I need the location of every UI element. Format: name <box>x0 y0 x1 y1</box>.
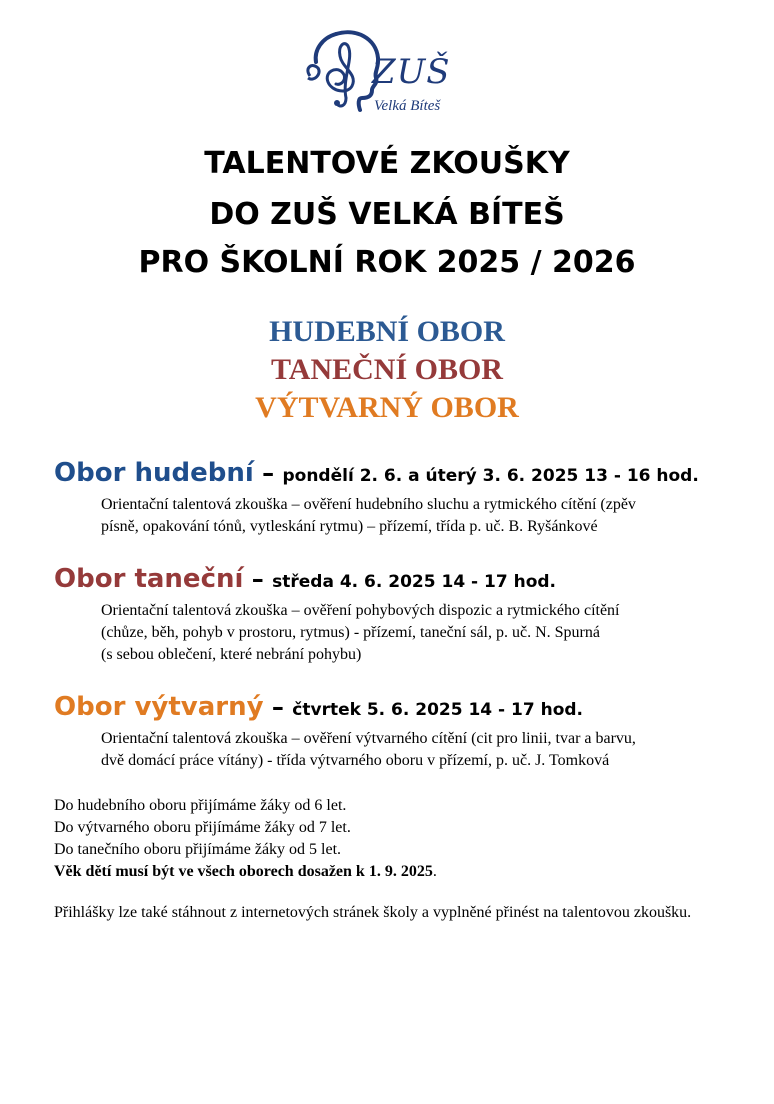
section-hudebni-name: Obor hudební <box>54 458 254 488</box>
desc-line: Orientační talentová zkouška – ověření hudebního sluchu a rytmického cítění (zpěv <box>101 496 636 513</box>
section-tanecni-description <box>101 600 741 666</box>
desc-line: Orientační talentová zkouška – ověření výtvarného cítění (cit pro linii, tvar a barvu, <box>101 730 636 747</box>
age-requirement-end: . <box>432 863 437 880</box>
title-line-3: PRO ŠKOLNÍ ROK 2025 / 2026 <box>138 245 636 280</box>
section-hudebni-date: pondělí 2. 6. a úterý 3. 6. 2025 13 - 16 hod. <box>282 466 699 486</box>
desc-line: písně, opakování tónů, vytleskání rytmu) – přízemí, třída p. uč. B. Ryšánkové <box>101 518 598 535</box>
title-line-1: TALENTOVÉ ZKOUŠKY <box>204 146 570 181</box>
info-line: Do tanečního oboru přijímáme žáky od 5 let. <box>54 841 342 858</box>
section-hudebni-header <box>54 458 699 488</box>
section-hudebni-description <box>101 494 741 538</box>
info-line: Do hudebního oboru přijímáme žáky od 6 let. <box>54 797 347 814</box>
age-requirement-bold: Věk dětí musí být ve všech oborech dosažen k 1. 9. 2025 <box>54 863 433 880</box>
desc-line: Orientační talentová zkouška – ověření pohybových dispozic a rytmického cítění <box>101 602 620 619</box>
desc-line: (s sebou oblečení, které nebrání pohybu) <box>101 646 362 663</box>
section-tanecni-header <box>54 564 556 594</box>
section-vytvarny-description <box>101 728 741 772</box>
obor-hudebni-heading: HUDEBNÍ OBOR <box>269 315 505 348</box>
footer-note: Přihlášky lze také stáhnout z internetových stránek školy a vyplněné přinést na talentovou zkoušku. <box>54 904 692 921</box>
section-tanecni-dash: – <box>243 565 273 593</box>
profile-clef-icon <box>302 28 382 118</box>
obor-tanecni-heading: TANEČNÍ OBOR <box>271 353 503 386</box>
section-vytvarny-name: Obor výtvarný <box>54 692 264 722</box>
desc-line: dvě domácí práce vítány) - třída výtvarného oboru v přízemí, p. uč. J. Tomková <box>101 752 610 769</box>
section-tanecni-date: středa 4. 6. 2025 14 - 17 hod. <box>272 572 557 592</box>
section-tanecni-name: Obor taneční <box>54 564 244 594</box>
age-requirement <box>54 861 744 883</box>
info-line: Do výtvarného oboru přijímáme žáky od 7 let. <box>54 819 351 836</box>
section-vytvarny-header <box>54 692 583 722</box>
obor-vytvarny-heading: VÝTVARNÝ OBOR <box>255 391 519 424</box>
section-vytvarny-date: čtvrtek 5. 6. 2025 14 - 17 hod. <box>292 700 584 720</box>
desc-line: (chůze, běh, pohyb v prostoru, rytmus) - přízemí, taneční sál, p. uč. N. Spurná <box>101 624 600 641</box>
section-hudebni-dash: – <box>253 459 283 487</box>
admission-info <box>54 795 744 883</box>
logo-name: ZUŠ <box>372 52 451 92</box>
title-line-2: DO ZUŠ VELKÁ BÍTEŠ <box>209 197 565 232</box>
school-logo <box>302 28 472 118</box>
section-vytvarny-dash: – <box>263 693 293 721</box>
logo-subtitle: Velká Bíteš <box>374 98 441 114</box>
